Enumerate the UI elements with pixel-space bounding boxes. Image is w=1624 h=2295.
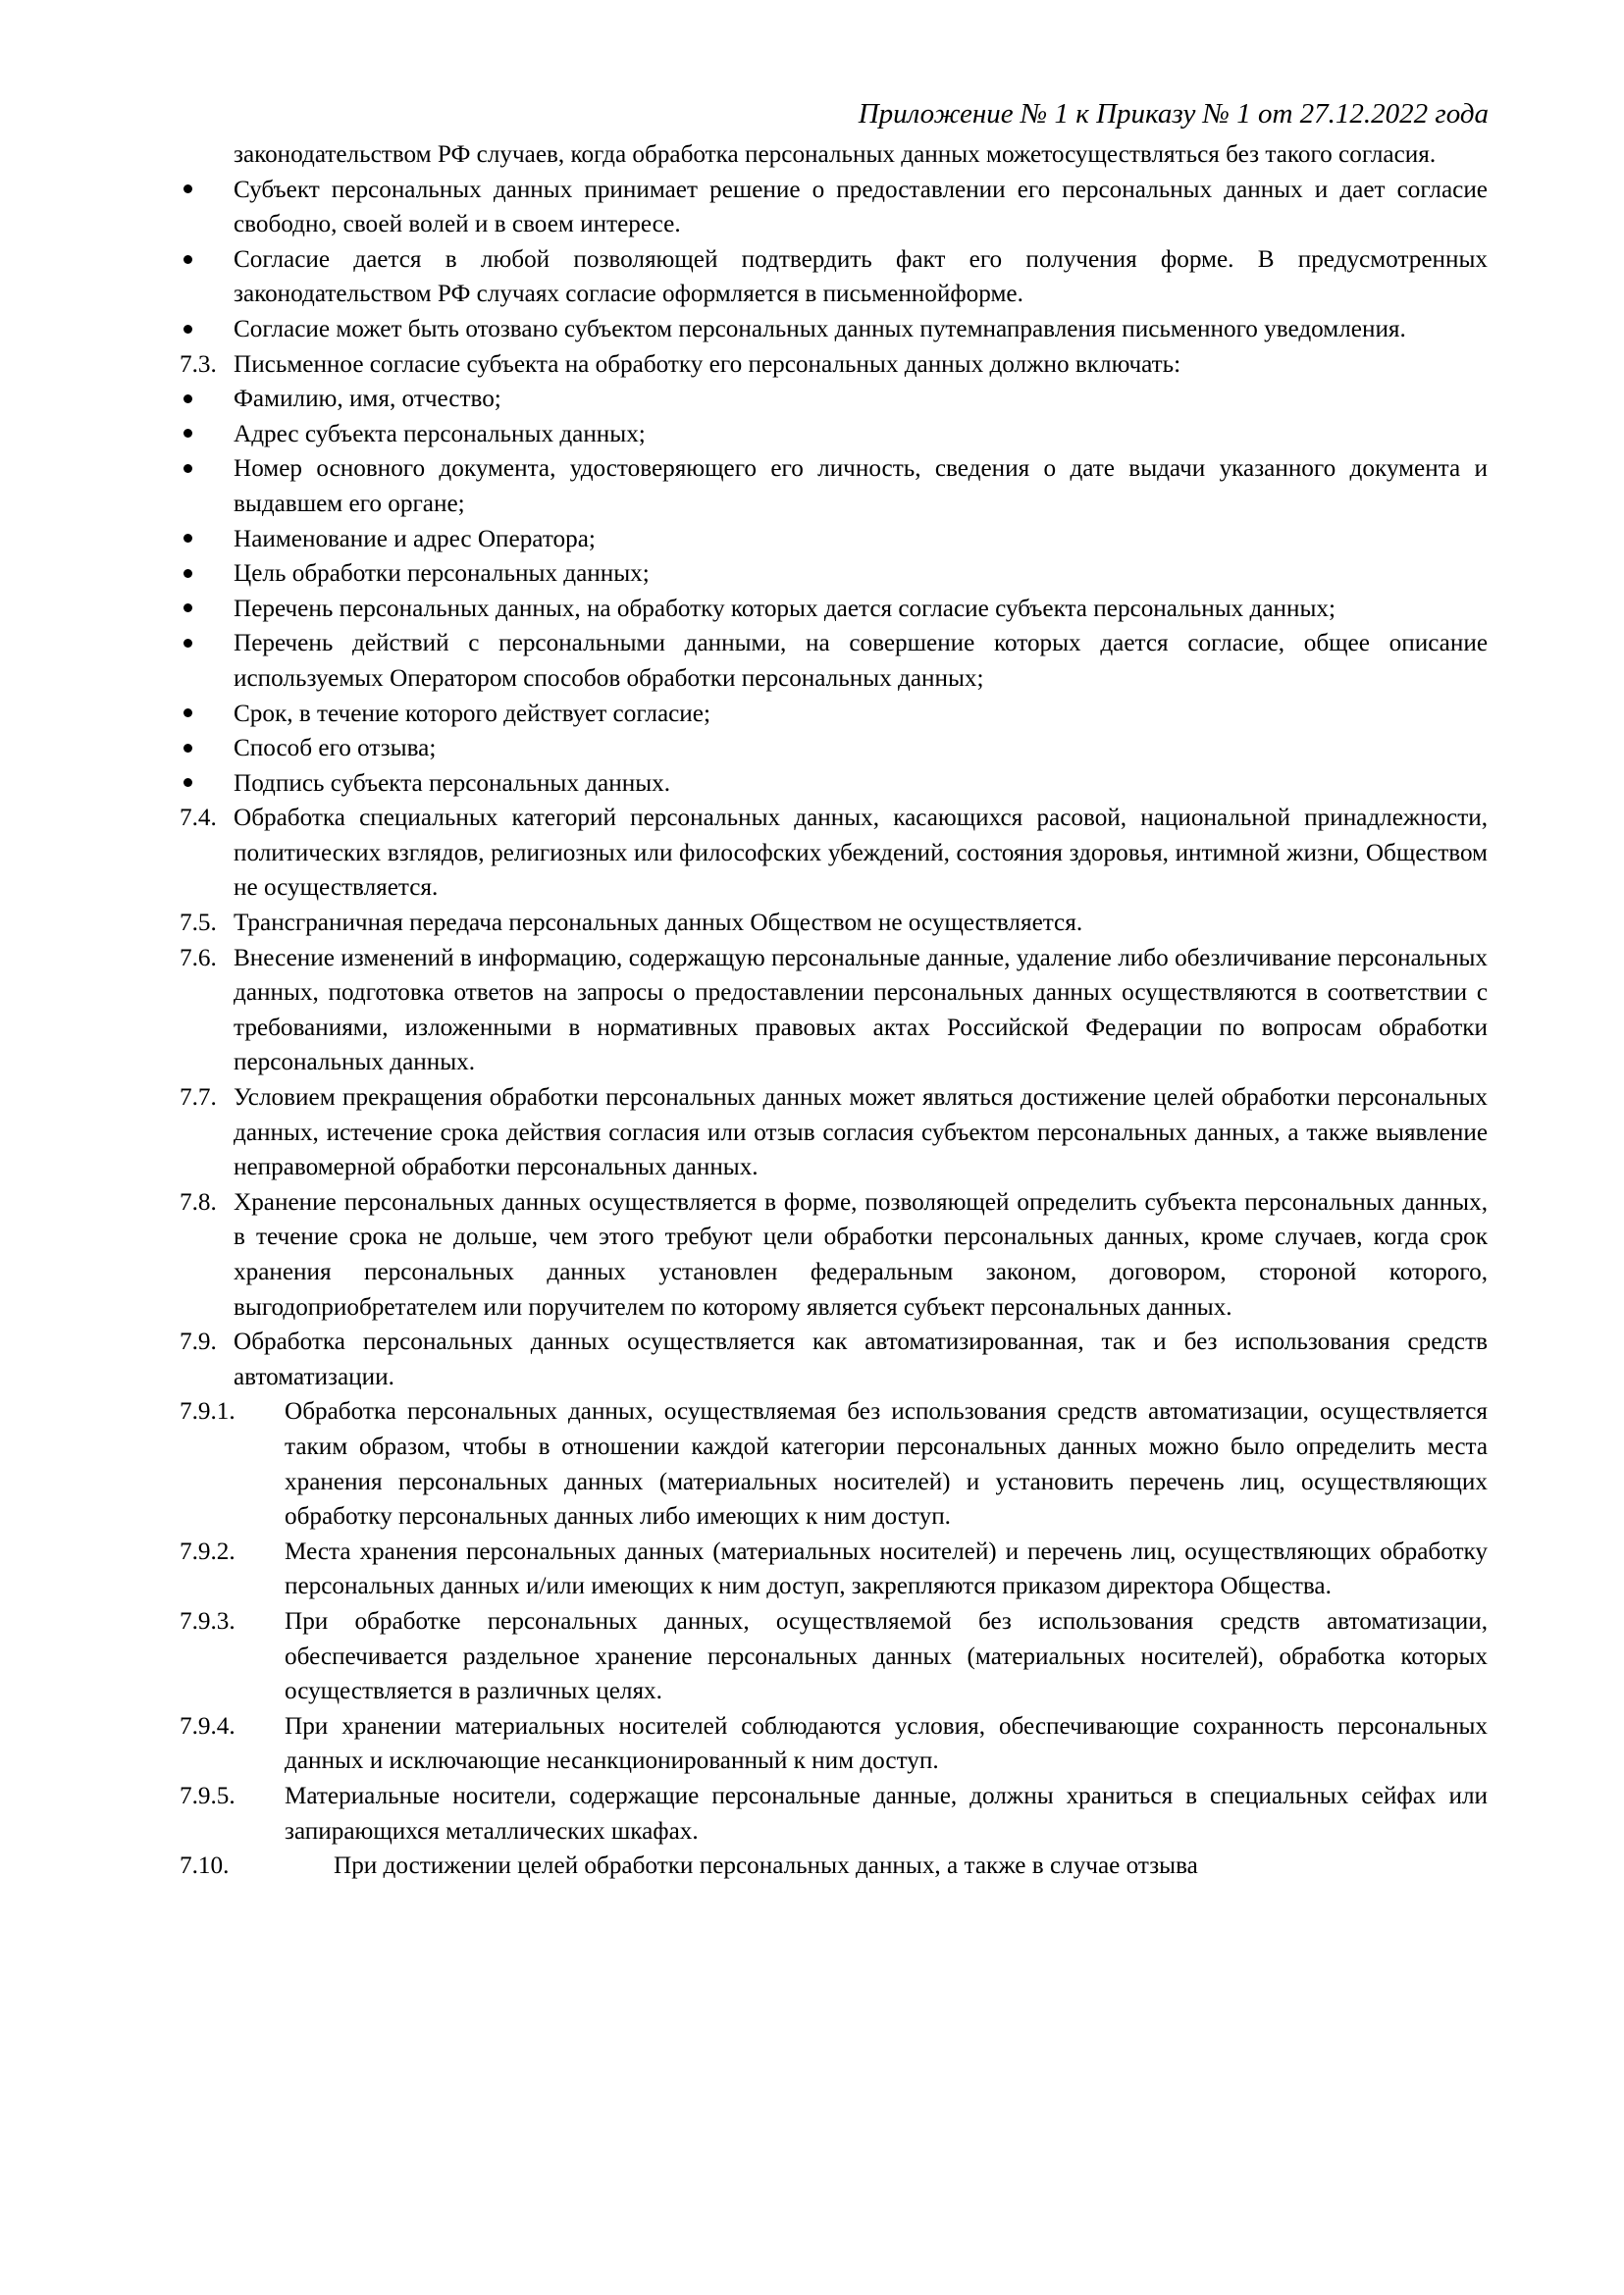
bullet-icon bbox=[183, 451, 203, 487]
clause-number: 7.10. bbox=[180, 1852, 230, 1880]
clause-text: Трансграничная передача персональных данных Обществом не осуществляется. bbox=[234, 910, 1083, 937]
sub-clause bbox=[180, 1779, 1488, 1849]
clause-text: Хранение персональных данных осуществляется в форме, позволяющей определить субъекта персональных данных, в течение срока не дольше, чем этого требуют цели обработки персональных данных, кроме случаев, когда срок хранения персональных данных установлен федеральным законом, договором, стороной которого, выгодоприобретателем или поручителем по которому является субъект персональных данных. bbox=[234, 1188, 1488, 1321]
list-item bbox=[180, 312, 1488, 347]
list-item-text: Перечень действий с персональными данными, на совершение которых дается согласие, общее описание используемых Оператором способов обработки персональных данных; bbox=[234, 630, 1488, 692]
bullet-icon bbox=[183, 697, 203, 732]
list-item-text: Перечень персональных данных, на обработку которых дается согласие субъекта персональных данных; bbox=[234, 595, 1336, 622]
clause-text: Обработка персональных данных осуществляется как автоматизированная, так и без использования средств автоматизации. bbox=[234, 1329, 1488, 1390]
numbered-clause bbox=[180, 1185, 1488, 1325]
list-item-text: Фамилию, имя, отчество; bbox=[234, 386, 501, 413]
numbered-clause bbox=[180, 906, 1488, 941]
clause-text: Внесение изменений в информацию, содержащую персональные данные, удаление либо обезличивание персональных данных, подготовка ответов на запросы о предоставлении персональных данных осуществляются в соответствии с требованиями, изложенными в нормативных правовых актах Российской Федерации по вопросам обработки персональных данных. bbox=[234, 944, 1488, 1076]
sub-clause bbox=[180, 1709, 1488, 1779]
bullet-icon bbox=[183, 417, 203, 452]
numbered-clause bbox=[180, 1080, 1488, 1185]
sub-clause-number: 7.9.2. bbox=[180, 1538, 236, 1565]
list-item bbox=[180, 451, 1488, 521]
list-item-text: Подпись субъекта персональных данных. bbox=[234, 769, 671, 797]
clause-number: 7.3. bbox=[180, 350, 217, 378]
bullet-icon bbox=[183, 522, 203, 557]
list-item-text: Наименование и адрес Оператора; bbox=[234, 525, 596, 552]
numbered-clause bbox=[180, 1325, 1488, 1394]
bullet-icon bbox=[183, 312, 203, 347]
bullet-icon bbox=[183, 382, 203, 417]
list-item-text: Адрес субъекта персональных данных; bbox=[234, 420, 646, 447]
bullet-icon bbox=[183, 556, 203, 592]
list-item bbox=[180, 417, 1488, 452]
sub-clause bbox=[180, 1604, 1488, 1709]
bullet-icon bbox=[183, 173, 203, 208]
list-item bbox=[180, 592, 1488, 627]
list-item bbox=[180, 731, 1488, 766]
list-item-text: Цель обработки персональных данных; bbox=[234, 560, 650, 588]
bullet-icon bbox=[183, 242, 203, 278]
numbered-clause bbox=[180, 347, 1488, 383]
list-item-text: Способ его отзыва; bbox=[234, 735, 437, 762]
clause-number: 7.7. bbox=[180, 1084, 217, 1112]
bullet-icon bbox=[183, 731, 203, 766]
clause-number: 7.6. bbox=[180, 944, 217, 971]
clause-number: 7.8. bbox=[180, 1188, 217, 1216]
list-item bbox=[180, 173, 1488, 242]
page-header: Приложение № 1 к Приказу № 1 от 27.12.2022 года bbox=[858, 98, 1489, 130]
bullet-icon bbox=[183, 766, 203, 802]
sub-clause-number: 7.9.5. bbox=[180, 1782, 236, 1809]
numbered-clause bbox=[180, 941, 1488, 1080]
list-item bbox=[180, 626, 1488, 696]
sub-clause-text: При хранении материальных носителей соблюдаются условия, обеспечивающие сохранность персональных данных и исключающие несанкционированный к ним доступ. bbox=[285, 1712, 1488, 1775]
list-item bbox=[180, 382, 1488, 417]
sub-clause bbox=[180, 1394, 1488, 1534]
list-item bbox=[180, 522, 1488, 557]
sub-clause-number: 7.9.3. bbox=[180, 1607, 236, 1635]
sub-clause bbox=[180, 1535, 1488, 1604]
list-item bbox=[180, 766, 1488, 802]
clause-text: Письменное согласие субъекта на обработку его персональных данных должно включать: bbox=[234, 350, 1181, 378]
bullet-icon bbox=[183, 592, 203, 627]
paragraph-continuation bbox=[180, 137, 1488, 173]
list-item bbox=[180, 697, 1488, 732]
numbered-clause bbox=[180, 801, 1488, 906]
list-item-text: Субъект персональных данных принимает решение о предоставлении его персональных данных и дает согласие свободно, своей волей и в своем интересе. bbox=[234, 176, 1488, 238]
sub-clause-text: Обработка персональных данных, осуществляемая без использования средств автоматизации, осуществляется таким образом, чтобы в отношении каждой категории персональных данных можно было определить места хранения персональных данных (материальных носителей) и установить перечень лиц, осуществляющих обработку персональных данных либо имеющих к ним доступ. bbox=[285, 1398, 1488, 1531]
bullet-icon bbox=[183, 626, 203, 661]
clause-text: Обработка специальных категорий персональных данных, касающихся расовой, национальной принадлежности, политических взглядов, религиозных или философских убеждений, состояния здоровья, интимной жизни, Обществом не осуществляется. bbox=[234, 805, 1488, 902]
sub-clause-text: Материальные носители, содержащие персональные данные, должны храниться в специальных сейфах или запирающихся металлических шкафах. bbox=[285, 1782, 1488, 1845]
clause-number: 7.5. bbox=[180, 910, 217, 937]
clause-number: 7.9. bbox=[180, 1329, 217, 1356]
clause-number: 7.4. bbox=[180, 805, 217, 832]
list-item-text: Согласие может быть отозвано субъектом персональных данных путемнаправления письменного уведомления. bbox=[234, 315, 1406, 342]
list-item-text: Срок, в течение которого действует согласие; bbox=[234, 700, 710, 727]
numbered-clause bbox=[180, 1849, 1488, 1884]
list-item bbox=[180, 242, 1488, 312]
list-item-text: Согласие дается в любой позволяющей подтвердить факт его получения форме. В предусмотренных законодательством РФ случаях согласие оформляется в письменнойформе. bbox=[234, 245, 1488, 308]
paragraph-text: законодательством РФ случаев, когда обработка персональных данных можетосуществляться без такого согласия. bbox=[234, 141, 1437, 168]
document-body bbox=[180, 137, 1488, 1884]
list-item-text: Номер основного документа, удостоверяющего его личность, сведения о дате выдачи указанного документа и выдавшем его органе; bbox=[234, 455, 1488, 517]
sub-clause-number: 7.9.4. bbox=[180, 1712, 236, 1740]
list-item bbox=[180, 556, 1488, 592]
sub-clause-number: 7.9.1. bbox=[180, 1398, 236, 1426]
sub-clause-text: При обработке персональных данных, осуществляемой без использования средств автоматизации, обеспечивается раздельное хранение персональных данных (материальных носителей), обработка которых осуществляется в различных целях. bbox=[285, 1607, 1488, 1705]
clause-text: Условием прекращения обработки персональных данных может являться достижение целей обработки персональных данных, истечение срока действия согласия или отзыв согласия субъектом персональных данных, а также выявление неправомерной обработки персональных данных. bbox=[234, 1084, 1488, 1181]
sub-clause-text: Места хранения персональных данных (материальных носителей) и перечень лиц, осуществляющих обработку персональных данных и/или имеющих к ним доступ, закрепляются приказом директора Общества. bbox=[285, 1538, 1488, 1600]
clause-text: При достижении целей обработки персональных данных, а также в случае отзыва bbox=[334, 1852, 1198, 1880]
